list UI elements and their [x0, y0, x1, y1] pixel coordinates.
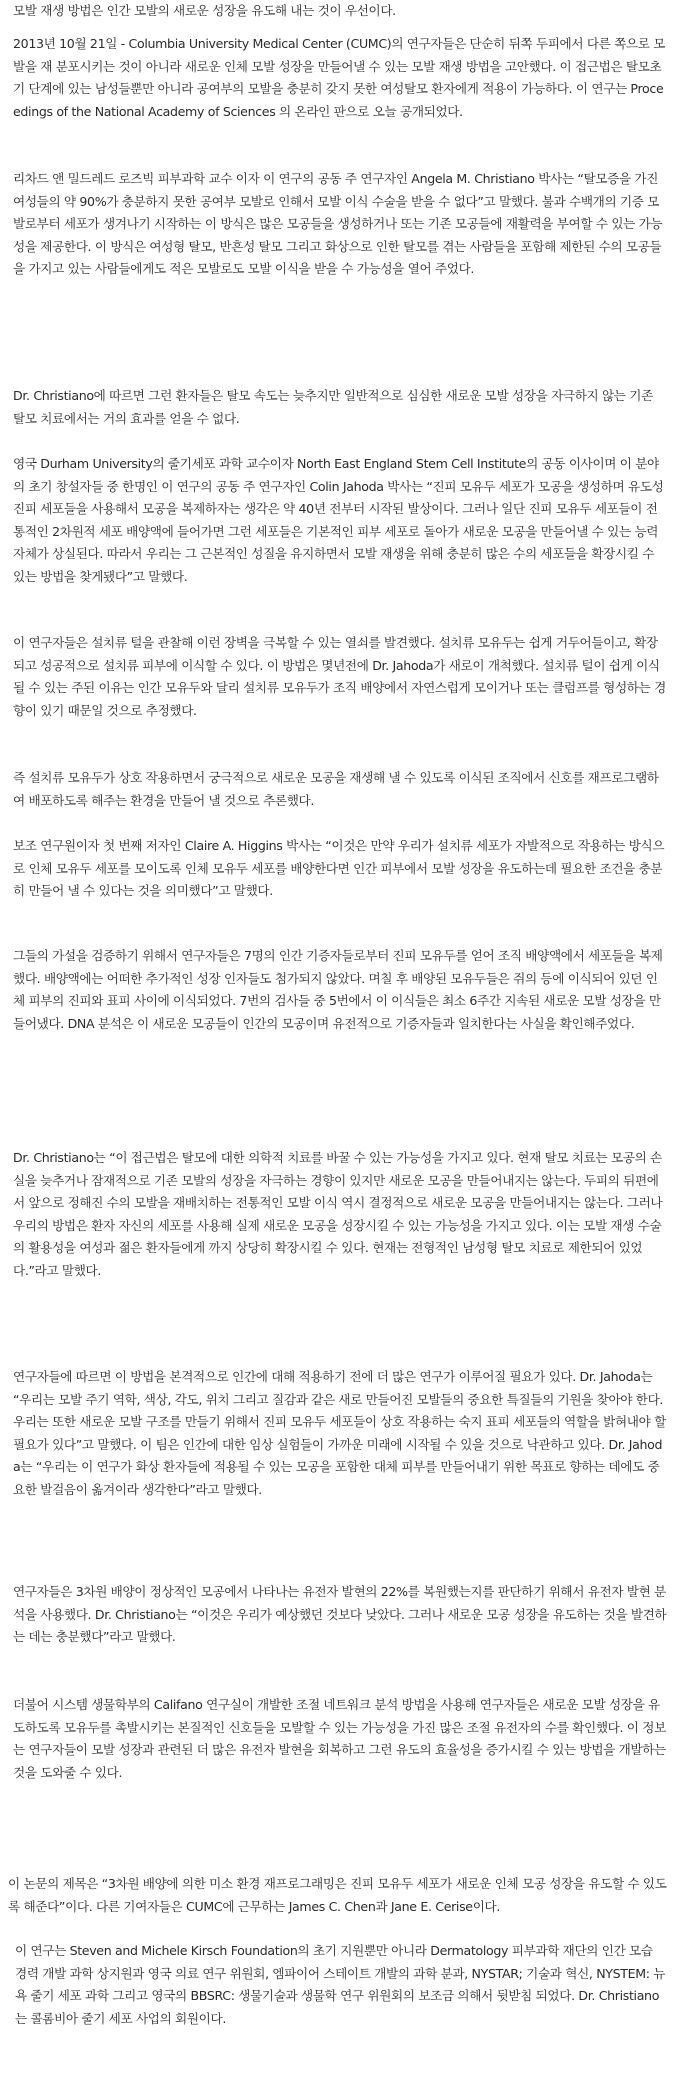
paragraph-paper-title: 이 논문의 제목은 “3차원 배양에 의한 미소 환경 재프로그래밍은 진피 모유두 세포가 새로운 인체 모공 성장을 유도할 수 있도록 해준다”이다. 다른 기여자들은 CUMC에 근무하는 James C. Chen과 Jane E. Cerise이다.	[8, 1876, 667, 1914]
paragraph-christiano-quote: 리차드 앤 밀드레드 로즈빅 피부과학 교수 이자 이 연구의 공동 주 연구자인 Angela M. Christiano 박사는 “탈모증을 가진 여성들의 약 90%가 충분하지 못한 공여부 모발로 인해서 모발 이식 수술을 받을 수 없다”고 말했다. 불과 수백개의 기증 모발로부터 세포가 생겨나기 시작하는 이 방식은 많은 모공들을 생성하거나 또는 기존 모공들에 재활력을 부여할 수 있는 가능성을 제공한다. 이 방식은 여성형 탈모, 반흔성 탈모 그리고 화상으로 인한 탈모를 겪는 사람들을 포함해 제한된 수의 모공들을 가지고 있는 사람들에게도 적은 모발로도 모발 이식을 받을 수 가능성을 열어 주었다.	[13, 171, 663, 276]
paragraph-jahoda-background: 영국 Durham University의 줄기세포 과학 교수이자 North East England Stem Cell Institute의 공동 이사이며 이 분야의 초기 창설자들 중 한명인 이 연구의 공동 주 연구자인 Colin Jahoda 박사는 “진피 모유두 세포가 모공을 생성하며 유도성 진피 세포들을 사용해서 모공을 복제하자는 생각은 약 40년 전부터 시작된 발상이다. 그러나 일단 진피 모유두 세포들이 전통적인 2차원적 세포 배양액에 들어가면 그런 세포들은 기본적인 피부 세포로 돌아가 새로운 모공을 만들어낼 수 있는 능력자체가 상실된다. 따라서 우리는 그 근본적인 성질을 유지하면서 모발 재생을 위해 충분히 많은 수의 세포들을 확장시킬 수 있는 방법을 찾게됐다”고 말했다.	[13, 456, 664, 584]
paragraph-announcement: 2013년 10월 21일 - Columbia University Medical Center (CUMC)의 연구자들은 단순히 뒤쪽 두피에서 다른 쪽으로 모발을 재 분포시키는 것이 아니라 새로운 인체 모발 성장을 만들어낼 수 있는 모발 재생 방법을 고안했다. 이 접근법은 탈모초기 단계에 있는 남성들뿐만 아니라 공여부의 모발을 충분히 갖지 못한 여성탈모 환자에게 적용이 가능하다. 이 연구는 Proceedings of the National Academy of Sciences 의 온라인 판으로 오늘 공개되었다.	[13, 36, 666, 119]
paragraph-higgins-quote: 보조 연구원이자 첫 번째 저자인 Claire A. Higgins 박사는 “이것은 만약 우리가 설치류 세포가 자발적으로 작용하는 방식으로 인체 모유두 세포를 모이도록 인체 모유두 세포를 배양한다면 인간 피부에서 모발 성장을 유도하는데 필요한 조건을 충분히 만들어 낼 수 있다는 것을 의미했다”고 말했다.	[13, 838, 665, 898]
paragraph-systems-biology: 더불어 시스템 생물학부의 Califano 연구실이 개발한 조절 네트워크 분석 방법을 사용해 연구자들은 새로운 모발 성장을 유도하도록 모유두를 촉발시키는 본질적인 신호들을 모발할 수 있는 가능성을 가진 많은 조절 유전자의 수를 확인했다. 이 정보는 연구자들이 모발 성장과 관련된 더 많은 유전자 발현을 회복하고 그런 유도의 효율성을 증가시킬 수 있는 방법을 개발하는 것을 도와줄 수 있다.	[13, 1697, 666, 1780]
paragraph-intro: 모발 재생 방법은 인간 모발의 새로운 성장을 유도해 내는 것이 우선이다.	[13, 3, 396, 18]
paragraph-future-research: 연구자들에 따르면 이 방법을 본격적으로 인간에 대해 적용하기 전에 더 많은 연구가 이루어질 필요가 있다. Dr. Jahoda는 “우리는 모발 주기 역학, 색상, 각도, 위치 그리고 질감과 같은 새로 만들어진 모발들의 중요한 특질들의 기원을 찾아야 한다. 우리는 또한 새로운 모발 구조를 만들기 위해서 진피 모유두 세포들이 상호 작용하는 숙지 표피 세포들의 역할을 밝혀내야 할 필요가 있다”고 말했다. 이 팀은 인간에 대한 임상 실험들이 가까운 미래에 시작될 수 있을 것으로 낙관하고 있다. Dr. Jahoda는 “우리는 이 연구가 화상 환자들에 적용될 수 있는 모공을 포함한 대체 피부를 만들어내기 위한 목표로 향하는 데에도 중요한 발걸음이 옮겨이라 생각한다”라고 말했다.	[13, 1369, 666, 1497]
paragraph-rodent-hair: 이 연구자들은 설치류 털을 관찰해 이런 장벽을 극복할 수 있는 열쇠를 발견했다. 설치류 모유두는 쉽게 거두어들이고, 확장되고 성공적으로 설치류 피부에 이식할 수 있다. 이 방법은 몇년전에 Dr. Jahoda가 새로이 개척했다. 설치류 털이 쉽게 이식될 수 있는 주된 이유는 인간 모유두와 달리 설치류 모유두가 조직 배양에서 자연스럽게 모이거나 또는 클럼프를 형성하는 경향이 있기 때문일 것으로 추정했다.	[13, 635, 666, 718]
paragraph-christiano-potential: Dr. Christiano는 “이 접근법은 탈모에 대한 의학적 치료를 바꿀 수 있는 가능성을 가지고 있다. 현재 탈모 치료는 모공의 손실을 늦추거나 잠재적으로 기존 모발의 성장을 자극하는 경향이 있지만 새로운 모공을 만들어내지는 않는다. 두피의 뒤편에서 앞으로 정해진 수의 모발을 재배치하는 전통적인 모발 이식 역시 결정적으로 새로운 모공을 만들어내지는 않는다. 그러나 우리의 방법은 환자 자신의 세포를 사용해 실제 새로운 모공을 성장시킬 수 있는 가능성을 가지고 있다. 이는 모발 재생 수술의 활용성을 여성과 젊은 환자들에게 까지 상당히 확장시킬 수 있다. 현재는 전형적인 남성형 탈모 치료로 제한되어 있었다.”라고 말했다.	[13, 1150, 663, 1278]
paragraph-hypothesis-test: 그들의 가설을 검증하기 위해서 연구자들은 7명의 인간 기증자들로부터 진피 모유두를 얻어 조직 배양액에서 세포들을 복제했다. 배양액에는 어떠한 추가적인 성장 인자들도 첨가되지 않았다. 며칠 후 배양된 모유두들은 쥐의 등에 이식되어 있던 인체 피부의 진피와 표피 사이에 이식되었다. 7번의 검사들 중 5번에서 이 이식들은 최소 6주간 지속된 새로운 모발 성장을 만들어냈다. DNA 분석은 이 새로운 모공들이 인간의 모공이며 유전적으로 기증자들과 일치한다는 사실을 확인해주었다.	[13, 948, 663, 1031]
paragraph-gene-expression: 연구자들은 3차원 배양이 정상적인 모공에서 나타나는 유전자 발현의 22%를 복원했는지를 판단하기 위해서 유전자 발현 분석을 사용했다. Dr. Christiano는 “이것은 우리가 예상했던 것보다 낮았다. 그러나 새로운 모공 성장을 유도하는 것을 발견하는 데는 충분했다”라고 말했다.	[13, 1584, 667, 1644]
paragraph-funding: 이 연구는 Steven and Michele Kirsch Foundation의 초기 지원뿐만 아니라 Dermatology 피부과학 재단의 인간 모습 경력 개발 과학 상지원과 영국 의료 연구 위원회, 엠파이어 스테이트 개발의 과학 분과, NYSTAR; 기술과 혁신, NYSTEM: 뉴욕 줄기 세포 과학 그리고 영국의 BBSRC: 생물기술과 생물학 연구 위원회의 보조금 의해서 뒷받침 되었다. Dr. Christiano는 콜롬비아 줄기 세포 사업의 회원이다.	[15, 1943, 666, 2026]
paragraph-existing-treatments: Dr. Christiano에 따르면 그런 환자들은 탈모 속도는 늦추지만 일반적으로 심심한 새로운 모발 성장을 자극하지 않는 기존 탈모 치료에서는 거의 효과를 얻을 수 없다.	[13, 388, 653, 426]
paragraph-reasoning: 즉 설치류 모유두가 상호 작용하면서 궁극적으로 새로운 모공을 재생해 낼 수 있도록 이식된 조직에서 신호를 재프로그램하여 배포하도록 해주는 환경을 만들어 낼 것으로 추론했다.	[13, 770, 659, 808]
